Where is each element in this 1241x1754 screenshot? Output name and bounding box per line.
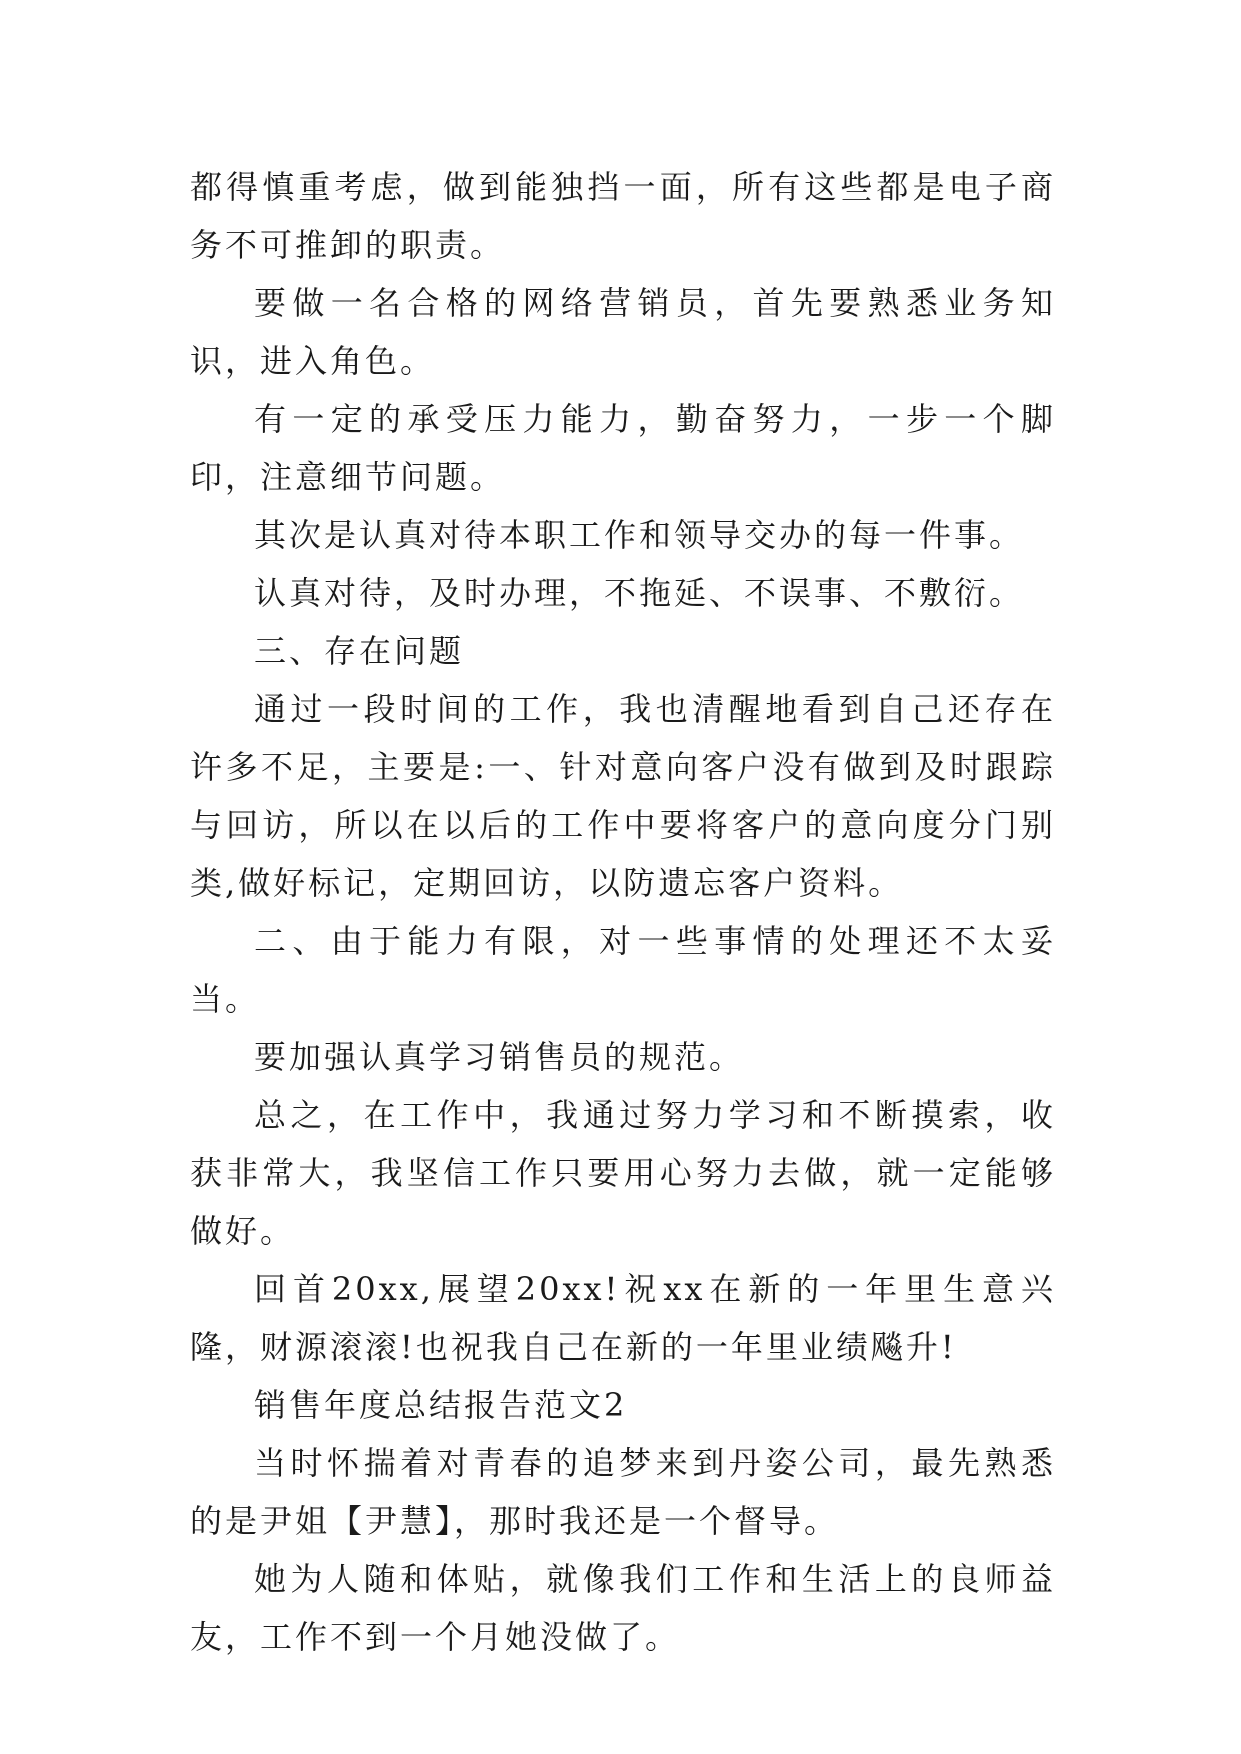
paragraph: 都得慎重考虑，做到能独挡一面，所有这些都是电子商务不可推卸的职责。: [190, 168, 1056, 264]
paragraph: 总之，在工作中，我通过努力学习和不断摸索，收获非常大，我坚信工作只要用心努力去做，就一定能够做好。: [190, 1096, 1056, 1250]
paragraph: 要做一名合格的网络营销员，首先要熟悉业务知识，进入角色。: [190, 284, 1056, 380]
paragraph: 当时怀揣着对青春的追梦来到丹姿公司，最先熟悉的是尹姐【尹慧】，那时我还是一个督导。: [190, 1444, 1056, 1540]
paragraph: 有一定的承受压力能力，勤奋努力，一步一个脚印，注意细节问题。: [190, 400, 1056, 496]
paragraph: 其次是认真对待本职工作和领导交办的每一件事。: [254, 516, 1025, 554]
paragraph: 要加强认真学习销售员的规范。: [254, 1038, 745, 1076]
paragraph: 认真对待，及时办理，不拖延、不误事、不敷衍。: [254, 574, 1025, 612]
article-title: 销售年度总结报告范文2: [254, 1386, 628, 1424]
document-body: [190, 158, 1056, 1666]
paragraph: 她为人随和体贴，就像我们工作和生活上的良师益友，工作不到一个月她没做了。: [190, 1560, 1056, 1656]
paragraph: 回首20xx,展望20xx!祝xx在新的一年里生意兴隆，财源滚滚!也祝我自己在新的一年里业绩飚升!: [190, 1270, 1056, 1366]
paragraph: 二、由于能力有限，对一些事情的处理还不太妥当。: [190, 922, 1056, 1018]
section-heading: 三、存在问题: [254, 632, 465, 670]
paragraph: 通过一段时间的工作，我也清醒地看到自己还存在许多不足，主要是:一、针对意向客户没有做到及时跟踪与回访，所以在以后的工作中要将客户的意向度分门别类,做好标记，定期回访，以防遗忘客户资料。: [190, 690, 1056, 902]
